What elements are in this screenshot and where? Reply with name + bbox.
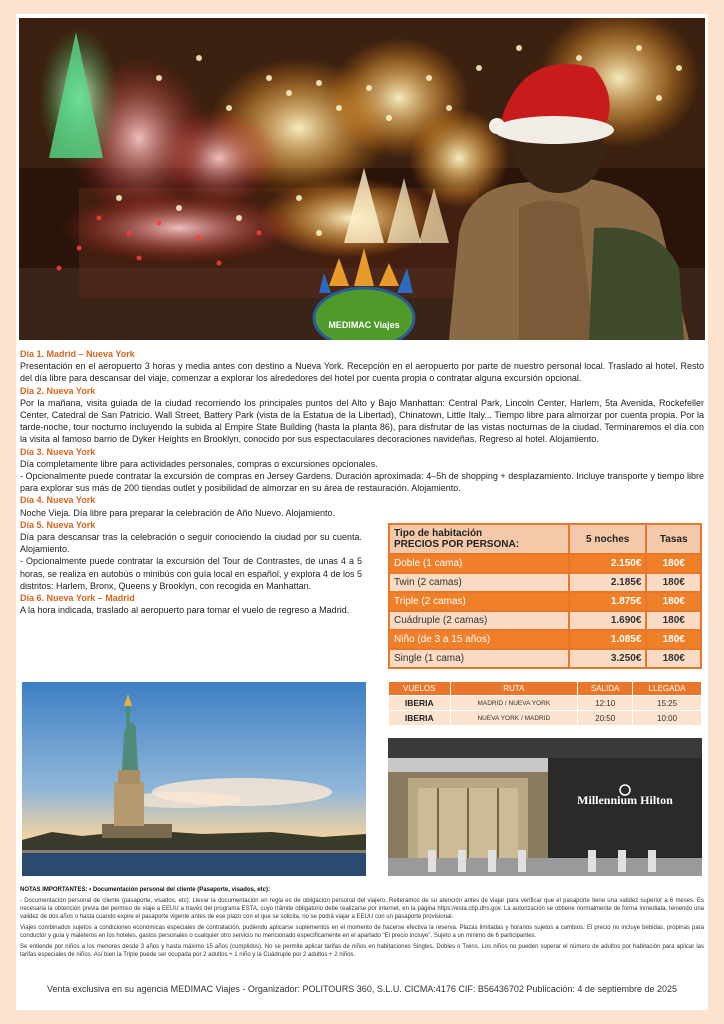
day-2 (20, 385, 704, 446)
flights-header-arrival: LLEGADA (633, 682, 702, 696)
flight-route: NUEVA YORK / MADRID (450, 711, 578, 726)
day-text: A la hora indicada, traslado al aeropuerto para tomar el vuelo de regreso a Madrid. (20, 605, 350, 616)
header-sub-label: PRECIOS POR PERSONA: (394, 539, 520, 550)
room-price: 1.875€ (569, 592, 646, 611)
notes-paragraph-1: - Documentación personal de cliente (pasaporte, visados, etc): Llevar la documentación en regla es de obligación personal del viajero. Reiteramos de su atención antes de viajar para verificar que el pasaporte tiene una validez superior a 6 meses. Es necesaria la obtención previa del permiso de viaje a EEUU a través del programa ESTA, cuyo trámite obligatorio debe realizarse por internet, en la página https://esta.cbp.dhs.gov. La autorización se obtiene normalmente de forma inmediata, teniendo una validez de dos años o hasta cuando expire el pasaporte vigente antes de ese plazo con el que se solicita, no se podrá viajar a EEUU con un pasaporte provisional. (20, 898, 704, 920)
logo-text: MEDIMAC Viajes (328, 320, 400, 330)
flights-table (388, 681, 702, 726)
price-header-nights: 5 noches (569, 524, 646, 554)
price-row (389, 592, 701, 611)
day-title: Día 6. Nueva York – Madrid (20, 593, 135, 604)
notes-label-2: • Documentación personal del cliente (Pasaporte, visados, etc): (89, 887, 270, 893)
day-text: Noche Vieja. Día libre para preparar la celebración de Año Nuevo. Alojamiento. (20, 507, 336, 518)
day-6 (20, 592, 362, 616)
room-type: Cuádruple (2 camas) (389, 611, 569, 630)
room-price: 1.085€ (569, 630, 646, 649)
price-table (388, 523, 702, 669)
notes-paragraph-2: Viajes combinados sujetos a condiciones económicas especiales de contratación, pudiendo aplicarse suplementos en el momento de hacerse efectiva la reserva. Plazas limitadas y horarios sujetos a cambios. El precio no incluye bebidas, propinas para conductor y guía y maleteros en los hoteles, gastos personales o cualquier otro servicio no mencionado específicamente en el apartado "El precio incluye". Sujeto a un mínimo de 6 participantes. (20, 925, 704, 939)
room-tax: 180€ (646, 573, 701, 592)
room-tax: 180€ (646, 649, 701, 668)
day-title: Día 5. Nueva York (20, 519, 96, 530)
notes-paragraph-3: Se entiende por niños a los menores desde 3 años y hasta máximo 15 años (cumplidos). No se permite aplicar tarifas de niños en habitaciones Singles, Dobles o Twins. Los niños no pueden superar el número de adultos por habitación para aplicar las tarifas especiales de niños. Así bien la Triple puede ser ocupada por 2 adultos + 1 niño y la Cuádruple por 2 adultos + 2 niños. (20, 944, 704, 958)
price-row (389, 573, 701, 592)
day-text: - Opcionalmente puede contratar la excursión de compras en Jersey Gardens. Duración aproximada: 4–5h de shopping + desplazamiento. Incluye transporte y tiempo libre para explorar sus más de 200 tiendas outlet y posibilidad de almorzar en su área de restauración. Alojamiento. (20, 471, 704, 494)
day-title: Día 3. Nueva York (20, 446, 96, 457)
room-type: Triple (2 camas) (389, 592, 569, 611)
flights-header-airline: VUELOS (389, 682, 451, 696)
hotel-entrance-illustration (388, 738, 702, 876)
room-price: 2.150€ (569, 554, 646, 573)
day-text: Día completamente libre para actividades personales, compras o excursiones opcionales. (20, 458, 378, 469)
christmas-lights-illustration (19, 18, 705, 340)
day-text: Día para descansar tras la celebración o seguir conociendo la ciudad por su cuenta. Alojamiento. (20, 532, 362, 555)
flights-header-departure: SALIDA (578, 682, 633, 696)
price-header-type (389, 524, 569, 554)
room-type: Single (1 cama) (389, 649, 569, 668)
room-tax: 180€ (646, 611, 701, 630)
day-3 (20, 446, 704, 495)
price-header-tax: Tasas (646, 524, 701, 554)
flight-airline: IBERIA (389, 711, 451, 726)
important-notes (20, 886, 704, 962)
flight-departure: 12:10 (578, 696, 633, 711)
price-row (389, 554, 701, 573)
flight-departure: 20:50 (578, 711, 633, 726)
room-price: 1.690€ (569, 611, 646, 630)
day-1 (20, 348, 704, 385)
price-row (389, 611, 701, 630)
day-title: Día 2. Nueva York (20, 385, 96, 396)
room-price: 2.185€ (569, 573, 646, 592)
day-5 (20, 519, 362, 592)
day-text: - Opcionalmente puede contratar la excursión del Tour de Contrastes, de unas 4 a 5 horas, se realiza en autobús o minibús con guía local en español, y explora 4 de los 5 distritos: Harlem, Bronx, Queens y Brooklyn, con recogida en Manhattan. (20, 556, 362, 591)
hero-image (19, 18, 705, 340)
room-type: Doble (1 cama) (389, 554, 569, 573)
millennium-hilton-image (388, 738, 702, 876)
flight-airline: IBERIA (389, 696, 451, 711)
header-type-label: Tipo de habitación (394, 528, 483, 539)
flights-header-route: RUTA (450, 682, 578, 696)
day-text: Por la mañana, visita guiada de la ciudad recorriendo los principales puntos del Alto y Bajo Manhattan: Central Park, Lincoln Center, Harlem, 5ta Avenida, Rockefeller Center, Catedral de San Patricio. Wall Street, Battery Park (vista de la Estatua de la Libertad), Chinatown, Little Italy... Tiempo libre para almorzar por cuenta propia. Por la tarde-noche, tour nocturno incluyendo la subida al Empire State Building (hasta la planta 86), para disfrutar de las vistas nocturnas de la ciudad. Terminaremos el día con la visita al famoso barrio de Dyker Heights en Brooklyn, conocido por sus espectaculares decoraciones navideñas. Regreso al hotel. Alojamiento. (20, 397, 704, 445)
room-tax: 180€ (646, 630, 701, 649)
room-type: Niño (de 3 a 15 años) (389, 630, 569, 649)
day-4 (20, 494, 362, 518)
day-title: Día 1. Madrid – Nueva York (20, 349, 135, 359)
price-row (389, 649, 701, 668)
room-price: 3.250€ (569, 649, 646, 668)
room-tax: 180€ (646, 592, 701, 611)
footer: Venta exclusiva en su agencia MEDIMAC Viajes - Organizador: POLITOURS 360, S.L.U. CICMA:4176 CIF: B56436702 Publicación: 4 de septiembre de 2025 (47, 984, 677, 994)
flight-row (389, 711, 702, 726)
hilton-sign: Millennium Hilton (577, 793, 673, 807)
flight-row (389, 696, 702, 711)
flight-arrival: 10:00 (633, 711, 702, 726)
room-tax: 180€ (646, 554, 701, 573)
notes-label: NOTAS IMPORTANTES: (20, 887, 88, 893)
room-type: Twin (2 camas) (389, 573, 569, 592)
statue-of-liberty-image (22, 682, 366, 876)
day-text: Presentación en el aeropuerto 3 horas y media antes con destino a Nueva York. Recepción en el aeropuerto por parte de nuestro personal local. Traslado al hotel. Resto del día libre para descansar del viaje, comenzar a explorar los alrededores del hotel por cuenta propia o contratar alguna excursión opcional. (20, 361, 704, 384)
notes-heading (20, 886, 704, 894)
price-row (389, 630, 701, 649)
page (16, 14, 708, 1010)
day-title: Día 4. Nueva York (20, 495, 96, 506)
flight-route: MADRID / NUEVA YORK (450, 696, 578, 711)
flight-arrival: 15:25 (633, 696, 702, 711)
statue-of-liberty-illustration (22, 682, 366, 876)
